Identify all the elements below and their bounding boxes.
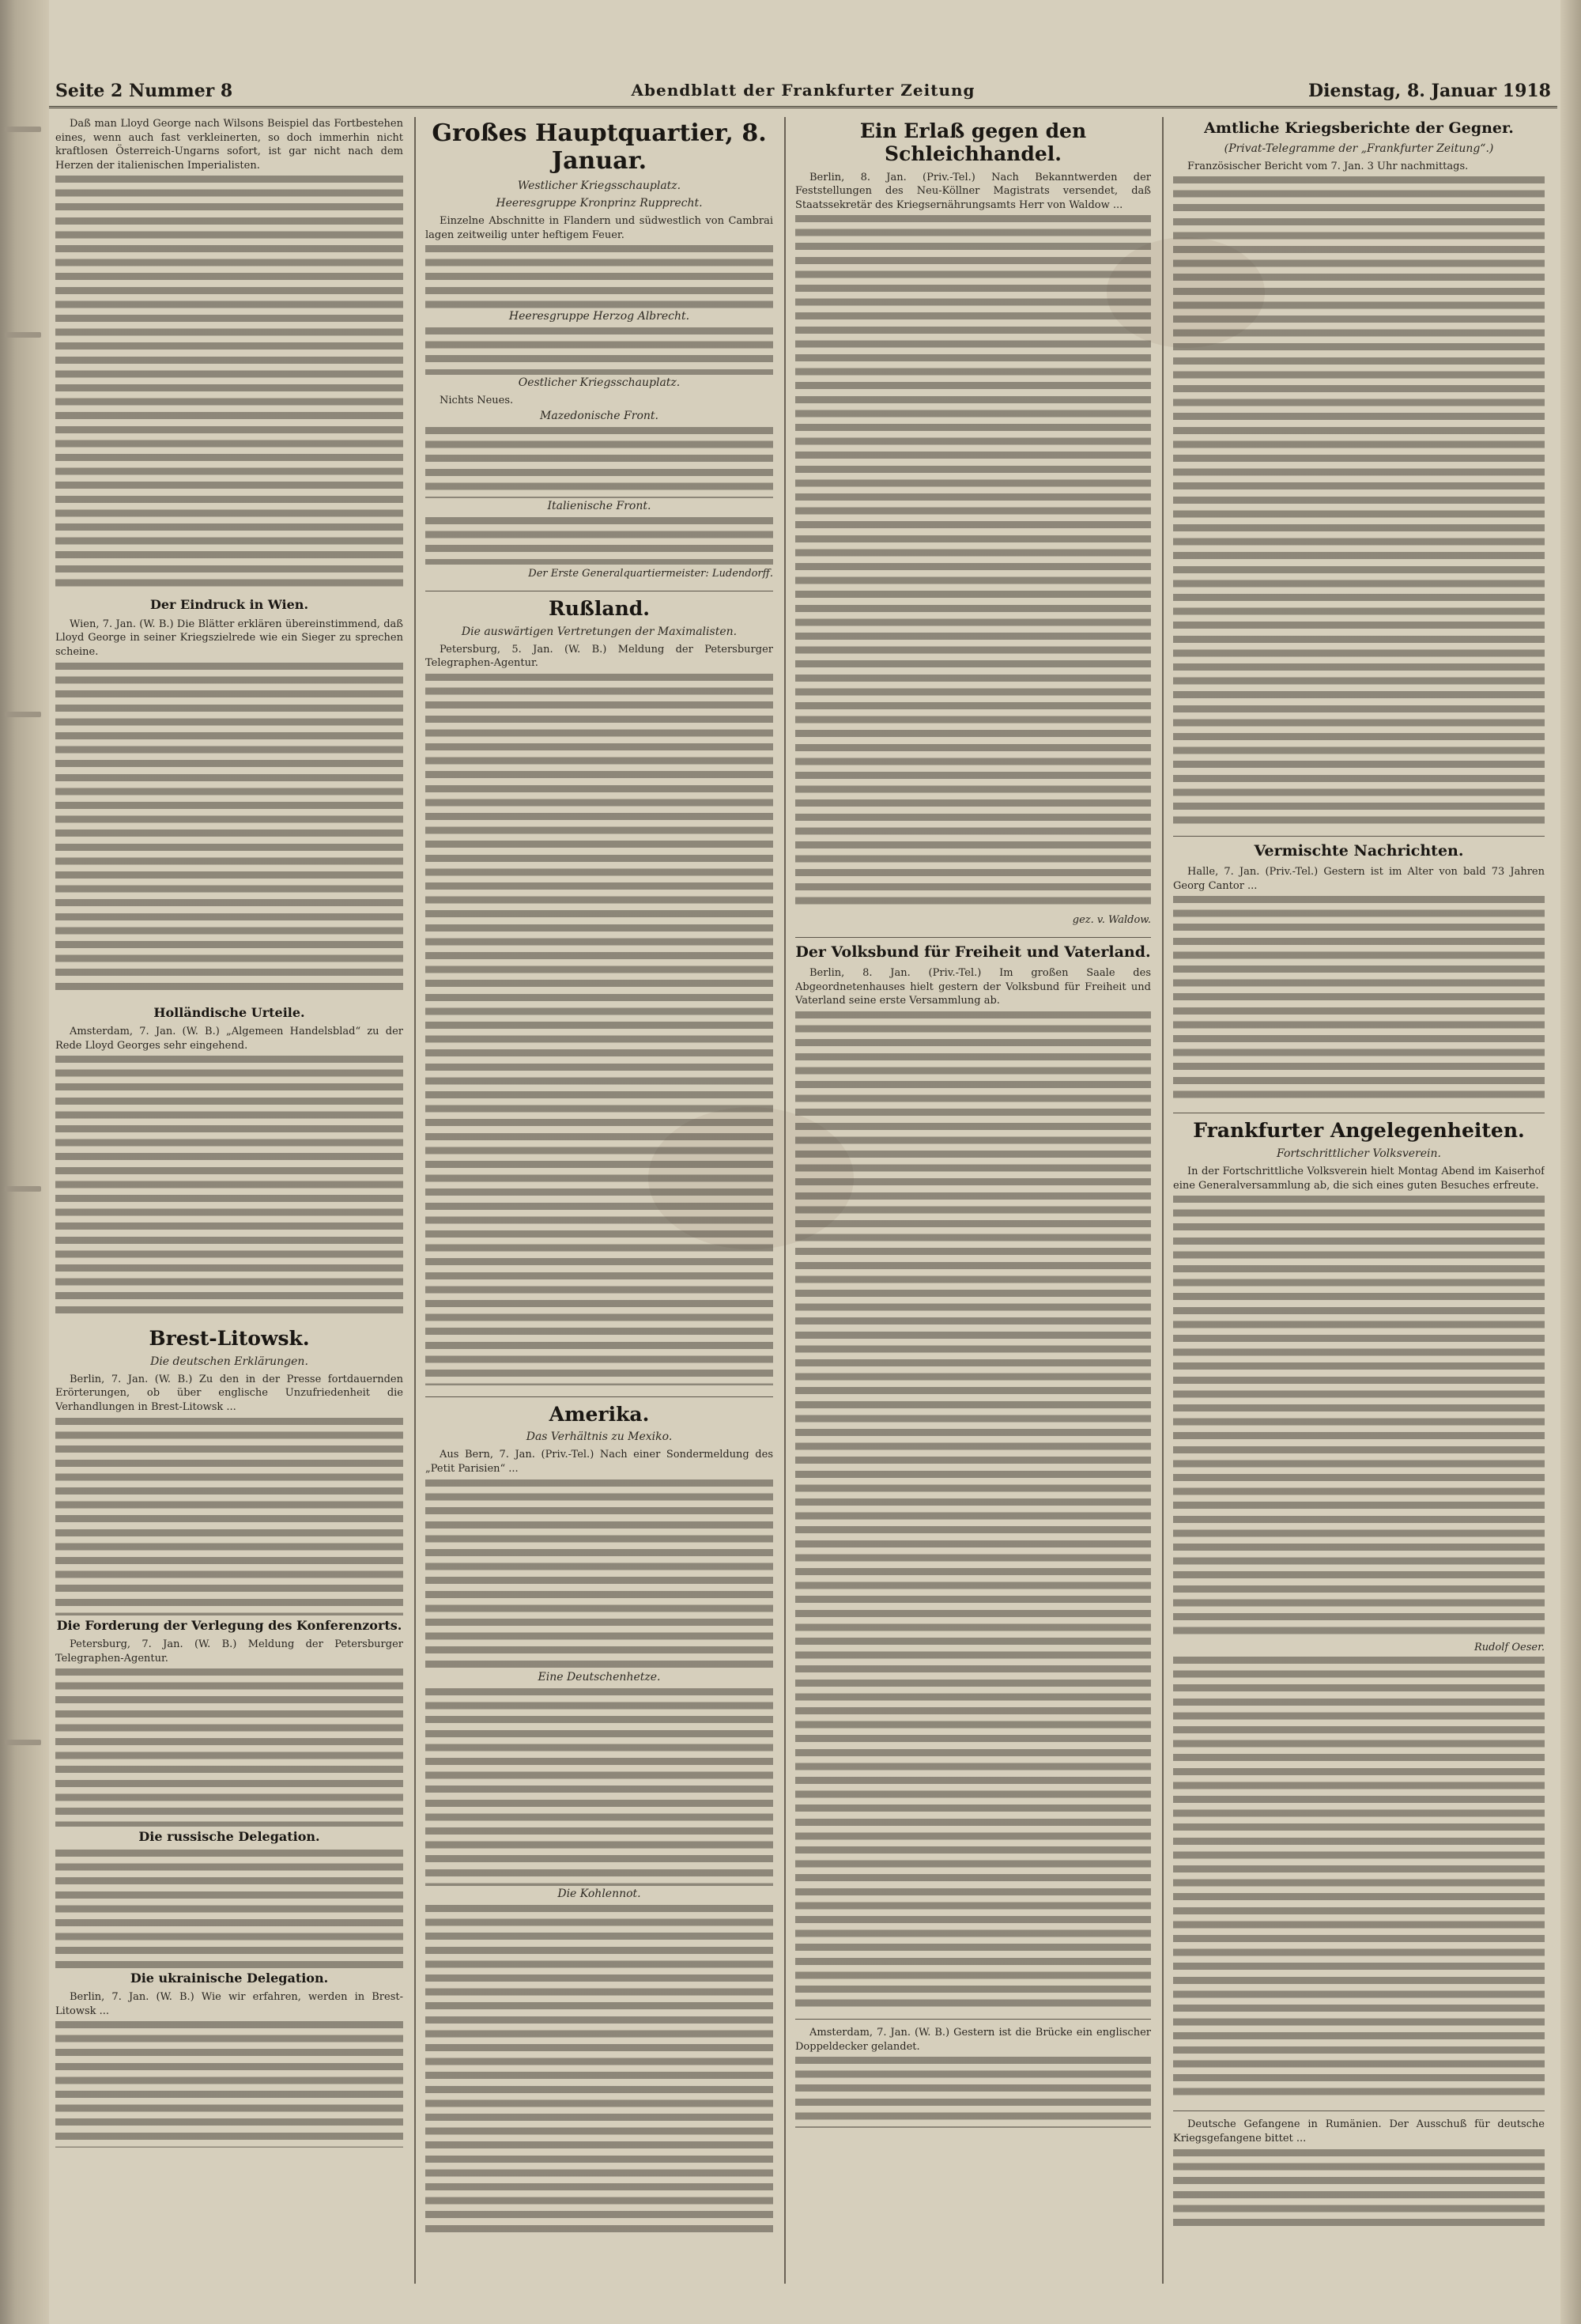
text-block: [55, 2021, 403, 2148]
article-subheading: Eine Deutschenhetze.: [538, 1670, 661, 1683]
article-text: Deutsche Gefangene in Rumänien. Der Ausschuß für deutsche Kriegsgefangene bittet ...: [1173, 2118, 1545, 2145]
article-lead: [55, 117, 403, 587]
article-heading: Amtliche Kriegsberichte der Gegner.: [1204, 119, 1514, 137]
newspaper-page: [49, 77, 1557, 2292]
page-binding: [0, 0, 49, 2324]
article-text: Amsterdam, 7. Jan. (W. B.) Gestern ist die Brücke ein englischer Doppeldecker gelandet.: [795, 2026, 1151, 2053]
article-heading: Ein Erlaß gegen den Schleichhandel.: [859, 119, 1087, 165]
article-brest: [55, 1328, 403, 2148]
text-block: [795, 2057, 1151, 2128]
divider: [795, 2019, 1151, 2020]
article-text: Französischer Bericht vom 7. Jan. 3 Uhr nachmittags.: [1187, 160, 1469, 172]
article-text: Daß man Lloyd George nach Wilsons Beispiel das Fortbestehen eines, wenn auch fast verkleinerten, so doch immerhin nicht kraftlosen Österreich-Ungarns sofort, ist gar nicht nach dem Herzen der italienischen Imperialisten.: [55, 118, 403, 172]
article-text: Wien, 7. Jan. (W. B.) Die Blätter erklären übereinstimmend, daß Lloyd George in seiner Kriegszielrede wie ein Sieger zu sprechen scheine.: [55, 618, 403, 658]
signature: Der Erste Generalquartiermeister: Ludendorff.: [528, 567, 773, 580]
article-heading: Holländische Urteile.: [153, 1004, 305, 1020]
issue-date: Dienstag, 8. Januar 1918: [1308, 81, 1551, 101]
divider: [425, 1396, 773, 1397]
article-subheading: Heeresgruppe Kronprinz Rupprecht.: [496, 197, 703, 210]
article-text: Berlin, 8. Jan. (Priv.-Tel.) Nach Bekanntwerden der Feststellungen des Neu-Köllner Magistrats versendet, daß Staatssekretär des Kriegsernährungsamts Herr von Waldow ...: [795, 171, 1151, 211]
article-vermischte: [1173, 843, 1545, 1102]
article-heading: Rußland.: [548, 596, 650, 620]
article-heading: Der Eindruck in Wien.: [149, 597, 309, 613]
article-subheading: Oestlicher Kriegsschauplatz.: [518, 376, 681, 390]
text-block: [55, 1418, 403, 1615]
text-block: [1173, 1196, 1545, 1638]
article-heading: Großes Hauptquartier, 8. Januar.: [432, 119, 767, 175]
article-text: Halle, 7. Jan. (Priv.-Tel.) Gestern ist im Alter von bald 73 Jahren Georg Cantor ...: [1173, 866, 1545, 892]
article-text: Petersburg, 7. Jan. (W. B.) Meldung der Petersburger Telegraphen-Agentur.: [55, 1638, 403, 1665]
article-text: Nichts Neues.: [440, 395, 514, 407]
article-schleichhandel: [795, 120, 1151, 926]
column-4: [1173, 117, 1545, 2284]
article-subheading: Fortschrittlicher Volksverein.: [1277, 1147, 1441, 1161]
article-text: In der Fortschrittliche Volksverein hielt Montag Abend im Kaiserhof eine Generalversammlung ab, die sich eines guten Besuches erfreute.: [1173, 1166, 1545, 1192]
article-subheading: Heeresgruppe Herzog Albrecht.: [508, 310, 690, 323]
text-block: [425, 517, 773, 565]
binding-stub: [5, 1186, 41, 1192]
text-block: [1173, 2149, 1545, 2228]
article-heading: Die Forderung der Verlegung des Konferenzorts.: [56, 1617, 402, 1633]
text-block: [55, 663, 403, 995]
article-volksbund: [795, 944, 1151, 2008]
article-kriegsberichte: [1173, 120, 1545, 825]
divider: [795, 937, 1151, 938]
article-subheading: Mazedonische Front.: [540, 409, 658, 422]
signature: gez. v. Waldow.: [1072, 914, 1151, 927]
binding-stub: [5, 127, 41, 132]
text-block: [1173, 176, 1545, 825]
text-block: [425, 327, 773, 375]
article-text: Berlin, 7. Jan. (W. B.) Zu den in der Presse fortdauernden Erörterungen, ob über englische Unzufriedenheit die Verhandlungen in Brest-Litowsk ...: [55, 1373, 403, 1414]
article-text: Aus Bern, 7. Jan. (Priv.-Tel.) Nach einer Sondermeldung des „Petit Parisien“ ...: [425, 1449, 773, 1476]
text-block: [425, 1905, 773, 2237]
article-text: Einzelne Abschnitte in Flandern und südwestlich von Cambrai lagen zeitweilig unter heftigem Feuer.: [425, 215, 773, 241]
binding-stub: [5, 712, 41, 717]
article-russland: [425, 598, 773, 1385]
masthead: Abendblatt der Frankfurter Zeitung: [631, 81, 975, 100]
column-rule: [414, 117, 416, 2284]
text-block: [425, 1688, 773, 1886]
article-heading: Der Volksbund für Freiheit und Vaterland.: [795, 943, 1151, 962]
article-subheading: Das Verhältnis zu Mexiko.: [526, 1430, 673, 1444]
article-hauptquartier: [425, 120, 773, 580]
column-1: [55, 117, 403, 2284]
article-text: Berlin, 7. Jan. (W. B.) Wie wir erfahren, werden in Brest-Litowsk ...: [55, 1991, 403, 2017]
article-amsterdam: [795, 2026, 1151, 2128]
column-3: [795, 117, 1151, 2284]
article-heading: Die russische Delegation.: [138, 1829, 320, 1845]
text-block: [55, 1668, 403, 1827]
article-frankfurt: [1173, 1120, 1545, 2099]
text-block: [1173, 1657, 1545, 2099]
page-header: [49, 77, 1557, 108]
article-heading: Brest-Litowsk.: [149, 1327, 310, 1351]
article-heading: Die ukrainische Delegation.: [130, 1970, 329, 1986]
article-heading: Frankfurter Angelegenheiten.: [1193, 1119, 1525, 1143]
text-block: [55, 1056, 403, 1317]
text-block: [55, 1850, 403, 1968]
article-heading: Amerika.: [549, 1402, 650, 1426]
page-number: Seite 2 Nummer 8: [55, 81, 233, 101]
article-wien: [55, 598, 403, 994]
text-block: [425, 427, 773, 498]
text-block: [795, 215, 1151, 911]
text-block: [425, 674, 773, 1385]
divider: [1173, 2110, 1545, 2111]
article-gefangene: [1173, 2118, 1545, 2228]
article-heading: Vermischte Nachrichten.: [1254, 842, 1464, 860]
page-edge: [1560, 0, 1581, 2324]
article-subheading: Westlicher Kriegsschauplatz.: [517, 179, 681, 192]
article-subheading: Italienische Front.: [547, 499, 651, 512]
article-subheading: Die auswärtigen Vertretungen der Maximalisten.: [461, 625, 738, 638]
article-subheading: Die Kohlennot.: [557, 1887, 641, 1900]
article-text: Amsterdam, 7. Jan. (W. B.) „Algemeen Handelsblad“ zu der Rede Lloyd Georges sehr eingehend.: [55, 1025, 403, 1052]
text-block: [55, 176, 403, 587]
divider: [1173, 836, 1545, 837]
binding-stub: [5, 1740, 41, 1745]
article-text: Berlin, 8. Jan. (Priv.-Tel.) Im großen Saale des Abgeordnetenhauses hielt gestern der Volksbund für Freiheit und Vaterland seine erste Versammlung ab.: [795, 967, 1151, 1007]
column-rule: [784, 117, 786, 2284]
text-block: [425, 245, 773, 308]
column-2: [425, 117, 773, 2284]
article-holland: [55, 1006, 403, 1317]
binding-stub: [5, 332, 41, 338]
article-subheading: Die deutschen Erklärungen.: [150, 1355, 308, 1368]
column-rule: [1162, 117, 1164, 2284]
article-text: Petersburg, 5. Jan. (W. B.) Meldung der Petersburger Telegraphen-Agentur.: [425, 643, 773, 670]
text-block: [795, 1011, 1151, 2008]
text-block: [425, 1479, 773, 1669]
article-subheading: (Privat-Telegramme der „Frankfurter Zeitung“.): [1224, 142, 1494, 155]
signature: Rudolf Oeser.: [1473, 1642, 1545, 1654]
text-block: [1173, 896, 1545, 1102]
article-amerika: [425, 1404, 773, 2237]
